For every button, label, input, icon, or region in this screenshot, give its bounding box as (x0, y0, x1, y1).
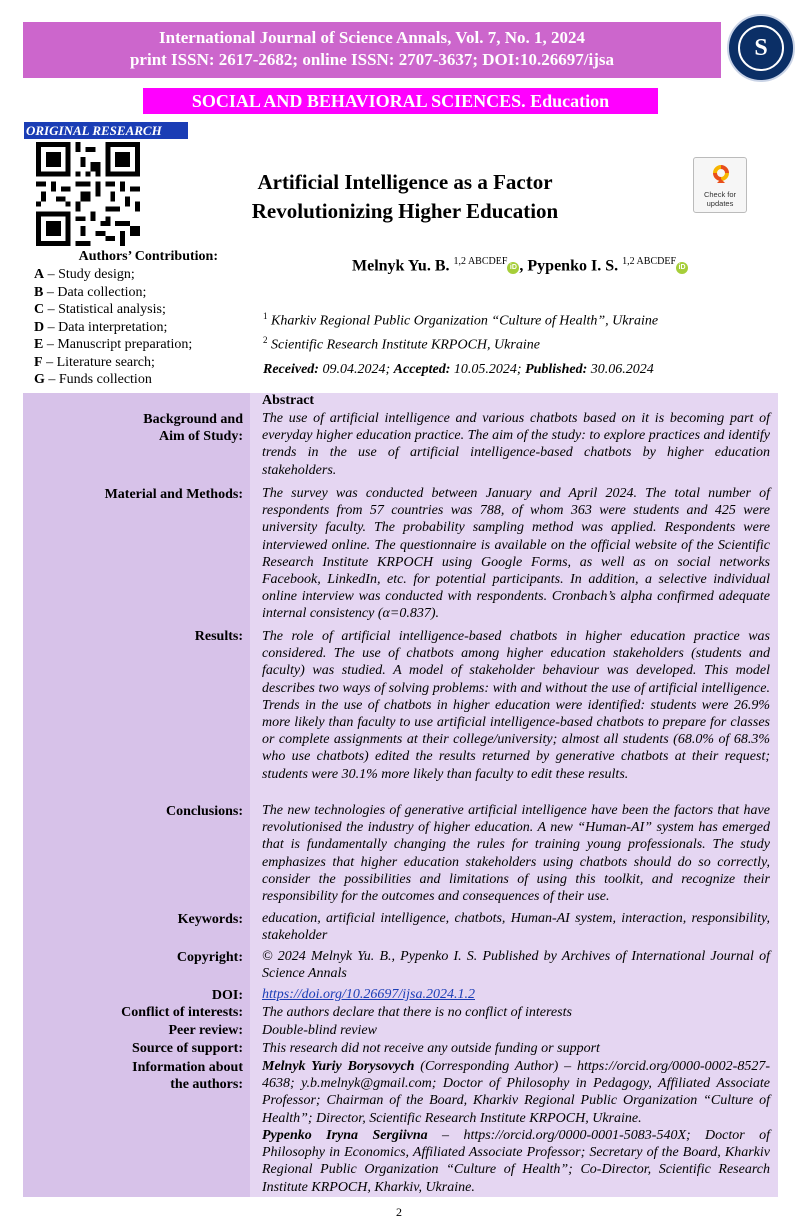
abstract-heading: Abstract (262, 393, 315, 408)
list-item: A – Study design; (34, 267, 135, 282)
check-for-updates-button[interactable] (693, 157, 747, 213)
author-1-name: Melnyk Yu. B. (351, 257, 450, 275)
list-item: F – Literature search; (34, 354, 155, 370)
qr-code-icon (36, 142, 140, 246)
author-info-label: Information about the authors: (132, 1060, 243, 1092)
article-title (180, 168, 630, 226)
logo-mark: S (738, 25, 784, 71)
background-label: Background and Aim of Study: (143, 412, 243, 444)
methods-text: The survey was conducted between January and April 2024. The total number of respondents from 57 countries was 788, of whom 363 were students and 425 were university faculty. The probability sampling method was applied. Respondents were interviewed online. The questionnaire is available on the official website of the Scientific Research Institute KRPOCH using Google Forms, as well as on social networks Facebook, LinkedIn, etc. for potential participants. In addition, a selective individual online interview was conducted with respondents. Cronbach’s alpha confirmed adequate internal consistency (α=0.837). (262, 486, 770, 622)
results-label: Results: (194, 629, 243, 644)
support-label: Source of support: (132, 1041, 243, 1056)
authors-line: Melnyk Yu. B. $^{1,2 ABCDEF}$iD , Pypenko I. S. $^{1,2 ABCDEF}$iD (260, 256, 780, 275)
journal-title-line: International Journal of Science Annals, Vol. 7, No. 1, 2024 (159, 28, 585, 47)
article-title-line-2: Revolutionizing Higher Education (251, 199, 559, 223)
journal-header-banner (23, 22, 721, 78)
page-number: 2 (396, 1205, 402, 1219)
copyright-text: © 2024 Melnyk Yu. B., Pypenko I. S. Published by Archives of International Journal of Science Annals (262, 949, 770, 982)
doi-link[interactable]: https://doi.org/10.26697/ijsa.2024.1.2 (262, 987, 475, 1002)
article-type-label: ORIGINAL RESEARCH (24, 122, 188, 139)
keywords-text: education, artificial intelligence, chatbots, Human-AI system, interaction, responsibility, stakeholder (262, 911, 770, 944)
orcid-icon[interactable]: iD (676, 262, 688, 274)
check-updates-line-2: updates (706, 199, 734, 208)
peer-review-label: Peer review: (168, 1023, 243, 1038)
journal-logo-icon (727, 14, 795, 82)
copyright-label: Copyright: (176, 950, 243, 965)
conclusions-text: The new technologies of generative artificial intelligence have been the factors that have revolutionised the industry of higher education. A new “Human-AI” system has emerged that is fundamentally changing the rules for training young professionals. The study emphasizes that higher education stakeholders using chatbots should do so correctly, consider the possibilities and limitations of using this toolkit, and recognize their responsibility for the outcomes and consequences of their use. (262, 803, 770, 905)
affiliation-2: $^2$ Scientific Research Institute KRPOCH, Ukraine (263, 334, 540, 353)
background-text: The use of artificial intelligence and various chatbots based on it is becoming part of everyday higher education practice. The aim of the study: to explore practices and identify trends in the use of artificial intelligence-based chatbots by higher education stakeholders. (262, 411, 771, 478)
conflict-label: Conflict of interests: (121, 1005, 243, 1020)
support-text: This research did not receive any outside funding or support (262, 1041, 600, 1056)
methods-label: Material and Methods: (104, 487, 243, 502)
author-info-1: Melnyk Yuriy Borysovych (Corresponding Author) – https://orcid.org/0000-0002-8527-4638; y.b.melnyk@gmail.com; Doctor of Philosophy in Pedagogy, Affiliated Associate Professor; Chairman of the Board, Kharkiv Regional Public Organization “Culture of Health”; Director, Scientific Research Institute KRPOCH, Ukraine. (262, 1059, 771, 1126)
doi-label: DOI: (211, 988, 243, 1003)
contribution-title: Authors’ Contribution: (78, 249, 218, 264)
author-2-sup: 1,2 ABCDEF (622, 256, 677, 267)
list-item: B – Data collection; (34, 284, 147, 300)
affiliations (263, 307, 783, 354)
check-updates-line-1: Check for (703, 190, 737, 199)
affiliation-1: $^1$ Kharkiv Regional Public Organization “Culture of Health”, Ukraine (263, 311, 659, 329)
list-item: C – Statistical analysis; (34, 302, 166, 317)
check-updates-icon (711, 163, 731, 185)
contribution-list (34, 266, 254, 389)
author-info-2: Pypenko Iryna Sergiivna – https://orcid.org/0000-0001-5083-540X; Doctor of Philosophy in Economics, Affiliated Associate Professor; Secretary of the Board, Kharkiv Regional Public Organization “Culture of Health”; Co-Director, Scientific Research Institute KRPOCH, Kharkiv, Ukraine. (262, 1128, 770, 1195)
author-2-name: Pypenko I. S. (527, 257, 619, 275)
author-1-sup: 1,2 ABCDEF (453, 256, 508, 267)
conflict-text: The authors declare that there is no conflict of interests (262, 1005, 572, 1020)
list-item: E – Manuscript preparation; (34, 337, 193, 352)
article-title-line-1: Artificial Intelligence as a Factor (257, 170, 553, 194)
list-item: G – Funds collection (34, 372, 152, 387)
issn-line: print ISSN: 2617-2682; online ISSN: 2707-3637; DOI:10.26697/ijsa (129, 50, 615, 69)
orcid-icon[interactable]: iD (507, 262, 519, 274)
peer-review-text: Double-blind review (262, 1023, 377, 1038)
publication-dates: Received: 09.04.2024; Accepted: 10.05.2024; Published: 30.06.2024 (263, 362, 654, 377)
results-text: The role of artificial intelligence-based chatbots in higher education practice was considered. The use of chatbots among higher education stakeholders (students and faculty) was studied. A model of stakeholder behaviour was developed. This model describes two ways of solving problems: with and without the use of artificial intelligence. Trends in the use of chatbots in higher education were identified: students were 26.9% more likely than faculty to use artificial intelligence-based chatbots to prepare for classes or complete assignments at their college/university; almost all students (68.0% of 68.3% who use chatbots) edited the results returned by generative chatbots at their request; students were 30.1% more likely than faculty to edit these results. (262, 629, 770, 782)
list-item: D – Data interpretation; (34, 319, 168, 335)
section-heading: SOCIAL AND BEHAVIORAL SCIENCES. Education (143, 88, 658, 114)
keywords-label: Keywords: (177, 912, 243, 927)
conclusions-label: Conclusions: (165, 804, 243, 819)
